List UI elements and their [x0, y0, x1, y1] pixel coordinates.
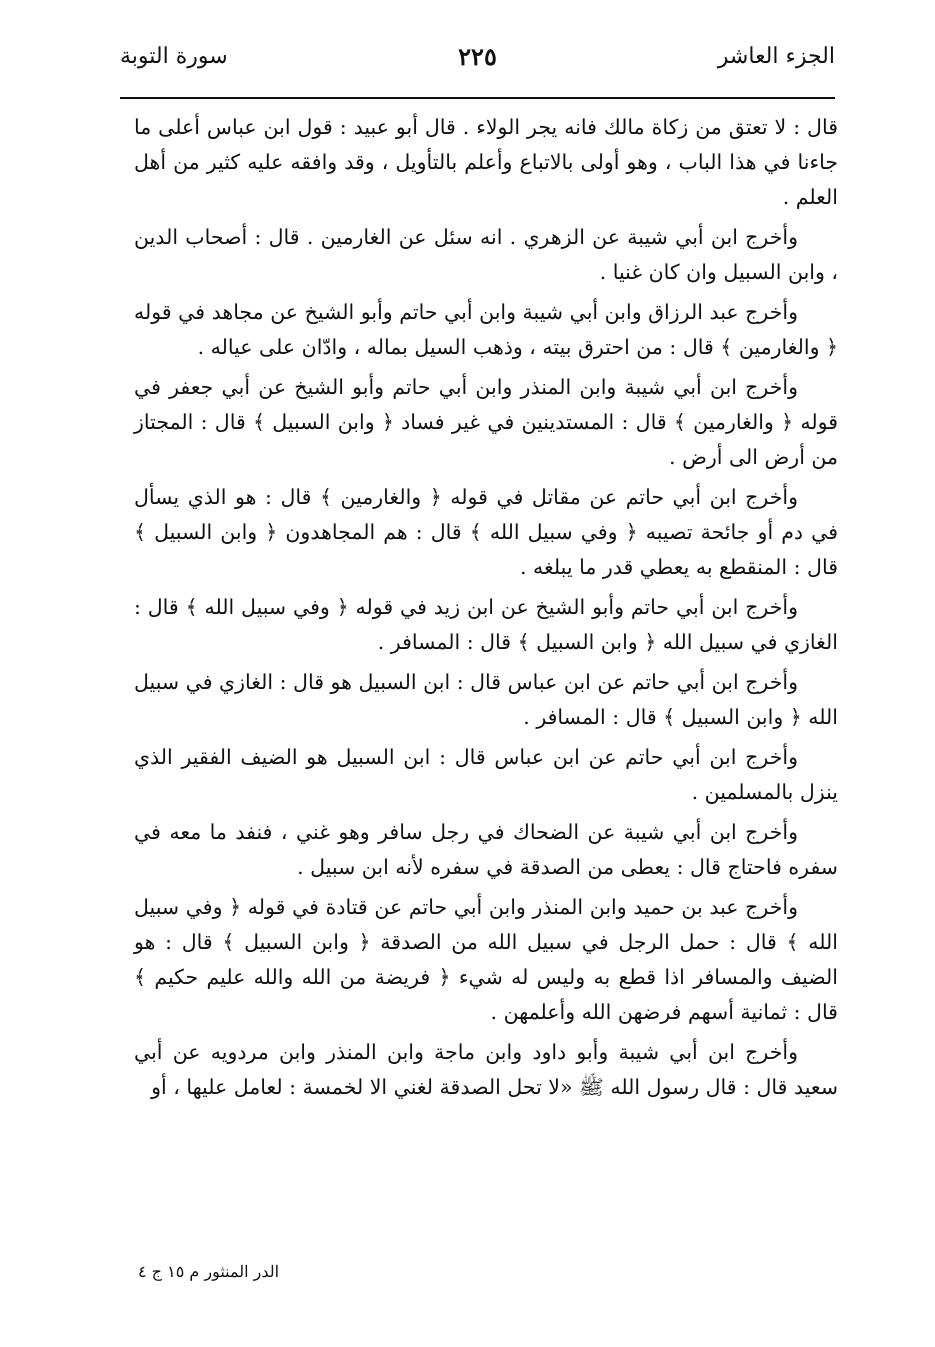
juz-label: الجزء العاشر: [717, 44, 835, 69]
paragraph: وأخرج ابن أبي شيبة عن الزهري . انه سئل عن الغارمين . قال : أصحاب الدين ، وابن السبيل وان كان غنيا .: [134, 225, 838, 284]
surah-label: سورة التوبة: [120, 44, 228, 69]
paragraph: وأخرج عبد الرزاق وابن أبي شيبة وابن أبي حاتم وأبو الشيخ عن مجاهد في قوله ﴿ والغارمين ﴾ قال : من احترق بيته ، وذهب السيل بماله ، وادّان على عياله .: [134, 300, 838, 359]
page-footer: الدر المنثور م ١٥ ج ٤: [138, 1262, 280, 1281]
paragraph: وأخرج ابن أبي حاتم وأبو الشيخ عن ابن زيد في قوله ﴿ وفي سبيل الله ﴾ قال : الغازي في سبيل الله ﴿ وابن السبيل ﴾ قال : المسافر .: [134, 595, 838, 654]
page-number: ٢٢٥: [458, 42, 497, 71]
paragraph: وأخرج ابن أبي حاتم عن ابن عباس قال : ابن السبيل هو الضيف الفقير الذي ينزل بالمسلمين .: [134, 745, 838, 804]
paragraph: وأخرج ابن أبي حاتم عن ابن عباس قال : ابن السبيل هو قال : الغازي في سبيل الله ﴿ وابن السبيل ﴾ قال : المسافر .: [134, 670, 838, 729]
paragraph: وأخرج ابن أبي شيبة عن الضحاك في رجل سافر وهو غني ، فنفد ما معه في سفره فاحتاج قال : يعطى من الصدقة في سفره لأنه ابن سبيل .: [134, 820, 838, 879]
paragraph: وأخرج ابن أبي شيبة وأبو داود وابن ماجة وابن المنذر وابن مردويه عن أبي سعيد قال : قال رسول الله ﷺ «لا تحل الصدقة لغني الا لخمسة : لعامل عليها ، أو: [134, 1040, 838, 1099]
header-rule: [120, 97, 835, 99]
page-body: [134, 110, 838, 1110]
paragraph: قال : لا تعتق من زكاة مالك فانه يجر الولاء . قال أبو عبيد : قول ابن عباس أعلى ما جاءنا في هذا الباب ، وهو أولى بالاتباع وأعلم بالتأويل ، وقد وافقه عليه كثير من أهل العلم .: [134, 115, 838, 209]
page-header: [120, 40, 835, 90]
paragraph: وأخرج عبد بن حميد وابن المنذر وابن أبي حاتم عن قتادة في قوله ﴿ وفي سبيل الله ﴾ قال : حمل الرجل في سبيل الله من الصدقة ﴿ وابن السبيل ﴾ قال : هو الضيف والمسافر اذا قطع به وليس له شيء ﴿ فريضة من الله والله عليم حكيم ﴾ قال : ثمانية أسهم فرضهن الله وأعلمهن .: [134, 895, 838, 1024]
paragraph: وأخرج ابن أبي شيبة وابن المنذر وابن أبي حاتم وأبو الشيخ عن أبي جعفر في قوله ﴿ والغارمين ﴾ قال : المستدينين في غير فساد ﴿ وابن السبيل ﴾ قال : المجتاز من أرض الى أرض .: [134, 375, 838, 469]
paragraph: وأخرج ابن أبي حاتم عن مقاتل في قوله ﴿ والغارمين ﴾ قال : هو الذي يسأل في دم أو جائحة تصيبه ﴿ وفي سبيل الله ﴾ قال : هم المجاهدون ﴿ وابن السبيل ﴾ قال : المنقطع به يعطي قدر ما يبلغه .: [134, 485, 838, 579]
